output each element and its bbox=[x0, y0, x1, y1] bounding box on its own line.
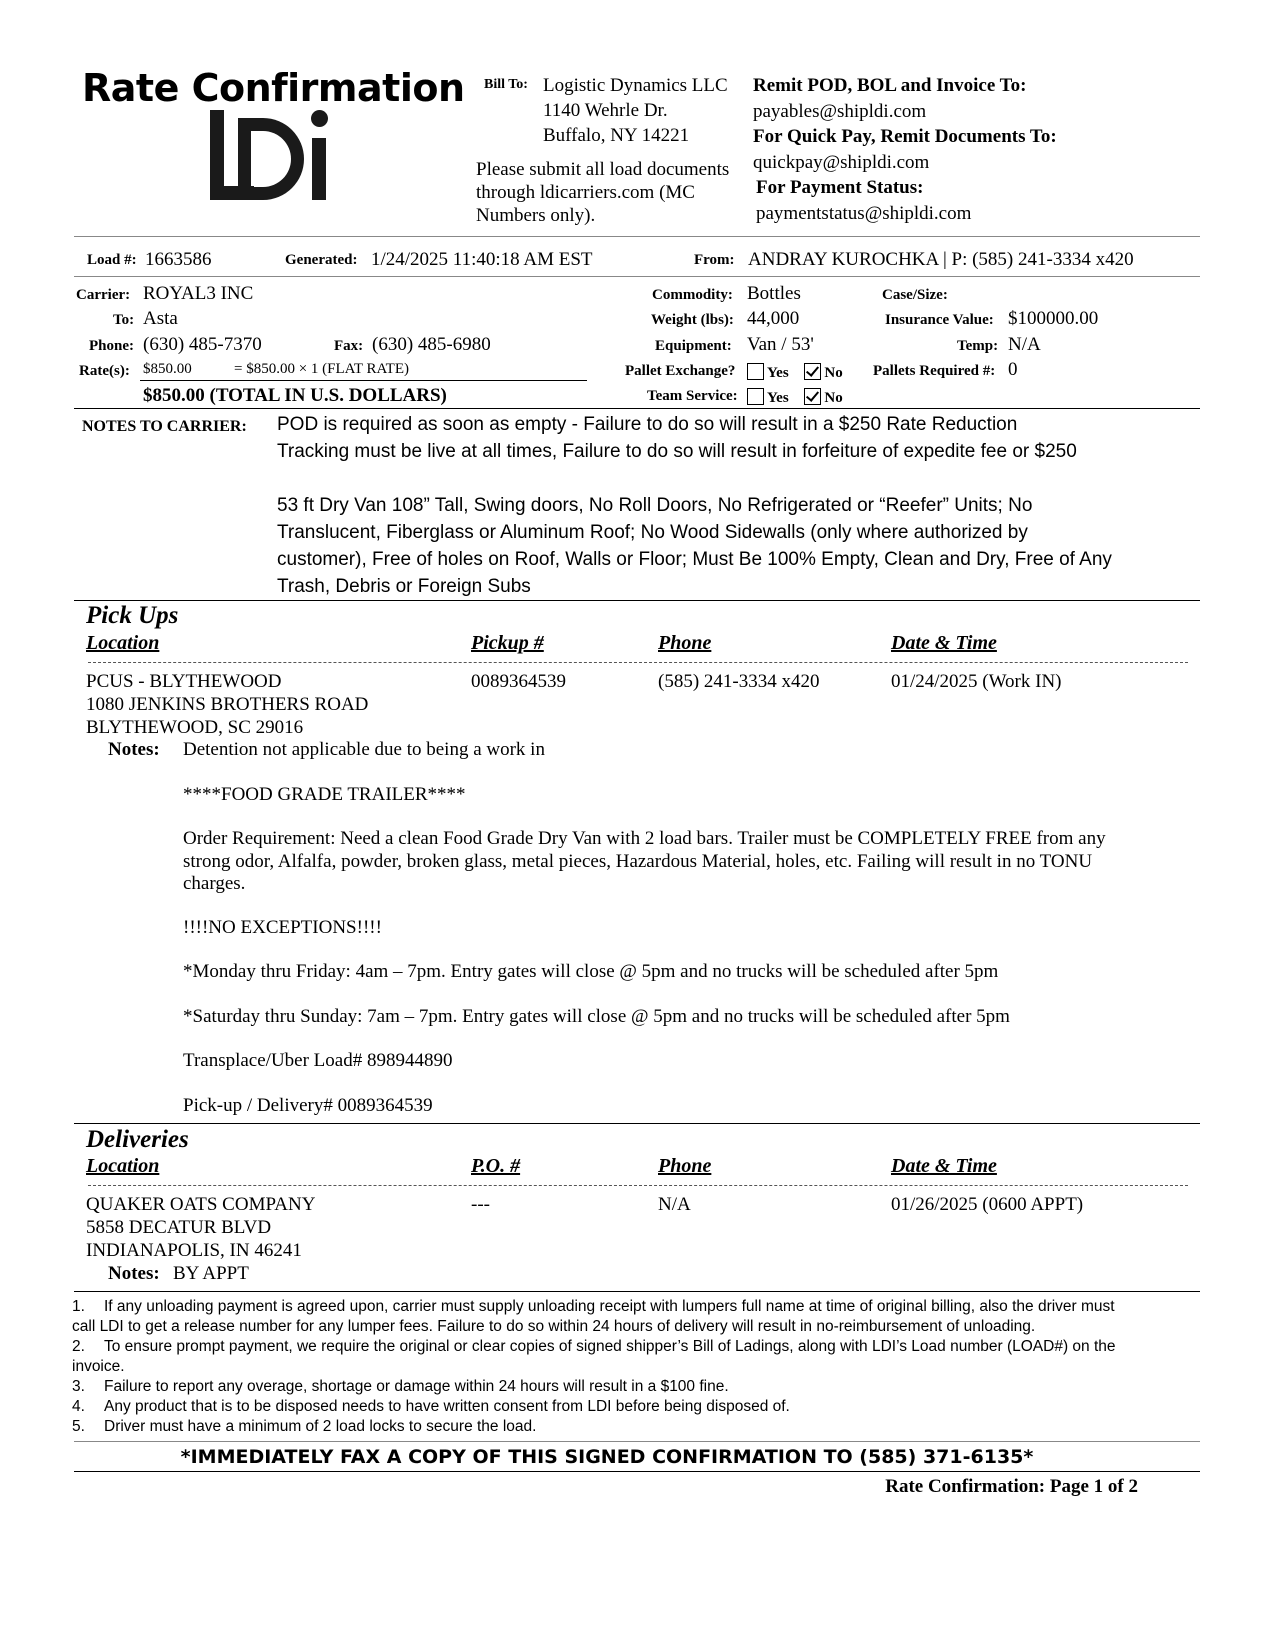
bill-to-line: 1140 Wehrle Dr. bbox=[543, 100, 668, 121]
pickups-divider bbox=[74, 1123, 1200, 1124]
pickup-note: *Monday thru Friday: 4am – 7pm. Entry gates will close @ 5pm and no trucks will be scheduled after 5pm bbox=[183, 961, 999, 982]
pickup-location bbox=[86, 670, 368, 739]
team-service-yes-checkbox[interactable] bbox=[747, 388, 764, 405]
pallet-exchange-yes-checkbox[interactable] bbox=[747, 363, 764, 380]
note-line: 53 ft Dry Van 108” Tall, Swing doors, No Roll Doors, No Refrigerated or “Reefer” Units; No bbox=[277, 495, 1033, 516]
ldi-logo bbox=[210, 110, 340, 202]
case-size-label: Case/Size: bbox=[882, 287, 948, 303]
pickup-note: Pick-up / Delivery# 0089364539 bbox=[183, 1094, 433, 1116]
phone-label: Phone: bbox=[89, 338, 134, 354]
terms-list bbox=[72, 1297, 1140, 1437]
carrier-label: Carrier: bbox=[76, 287, 131, 303]
term-text: To ensure prompt payment, we require the original or clear copies of signed shipper’s Bill of Ladings, along with LDI’s Load number (LOAD#) on the invoice. bbox=[72, 1338, 1116, 1375]
note-line: POD is required as soon as empty - Failure to do so will result in a $250 Rate Reduction bbox=[277, 414, 1018, 435]
to-value: Asta bbox=[143, 308, 178, 329]
bill-to-address bbox=[543, 73, 728, 148]
header-divider bbox=[74, 236, 1200, 237]
term-text: Failure to report any overage, shortage or damage within 24 hours will result in a $100 fine. bbox=[104, 1378, 729, 1395]
term-item bbox=[72, 1297, 1140, 1337]
term-number: 2. bbox=[72, 1338, 85, 1355]
commodity-label: Commodity: bbox=[652, 287, 733, 303]
pickup-note: Detention not applicable due to being a work in bbox=[183, 739, 545, 760]
pickups-col-location: Location bbox=[86, 632, 160, 654]
note-line: Translucent, Fiberglass or Aluminum Roof; No Wood Sidewalls (only where authorized by bbox=[277, 522, 1028, 543]
term-text: Any product that is to be disposed needs to have written consent from LDI before being disposed of. bbox=[104, 1398, 790, 1415]
pallet-exchange-no-checkbox[interactable] bbox=[804, 363, 821, 380]
load-number-label: Load #: bbox=[87, 252, 137, 268]
quickpay-email[interactable]: quickpay@shipldi.com bbox=[753, 151, 930, 173]
terms-divider bbox=[74, 1441, 1200, 1442]
remit-label: Remit POD, BOL and Invoice To: bbox=[753, 75, 1027, 96]
pickup-note: Transplace/Uber Load# 898944890 bbox=[183, 1050, 453, 1071]
delivery-po-number: --- bbox=[471, 1194, 490, 1215]
pickups-header-divider bbox=[88, 662, 1188, 663]
term-item bbox=[72, 1337, 1140, 1377]
submit-note-line: Please submit all load documents bbox=[476, 159, 730, 180]
pickup-location-line: BLYTHEWOOD, SC 29016 bbox=[86, 717, 304, 738]
term-number: 4. bbox=[72, 1398, 85, 1415]
footer-divider bbox=[74, 1471, 1200, 1472]
pallets-required-value: 0 bbox=[1008, 359, 1018, 380]
term-text: If any unloading payment is agreed upon, carrier must supply unloading receipt with lumpers full name at time of original billing, also the driver must call LDI to get a release number for any lumper fees. Failure to do so within 24 hours of delivery will result in no-reimbursement of unloading. bbox=[72, 1298, 1115, 1335]
notes-to-carrier-label: NOTES TO CARRIER: bbox=[82, 418, 247, 435]
no-label: No bbox=[824, 365, 843, 381]
pickup-note: *Saturday thru Sunday: 7am – 7pm. Entry gates will close @ 5pm and no trucks will be scheduled after 5pm bbox=[183, 1005, 1010, 1027]
pickup-location-line: 1080 JENKINS BROTHERS ROAD bbox=[86, 694, 369, 715]
pickup-note: !!!!NO EXCEPTIONS!!!! bbox=[183, 916, 382, 938]
deliveries-col-phone: Phone bbox=[658, 1155, 712, 1177]
to-label: To: bbox=[113, 312, 135, 328]
fax-label: Fax: bbox=[334, 338, 364, 354]
term-number: 3. bbox=[72, 1378, 85, 1395]
equipment-label: Equipment: bbox=[655, 338, 732, 354]
temp-value: N/A bbox=[1008, 334, 1041, 355]
page-number: Rate Confirmation: Page 1 of 2 bbox=[885, 1476, 1138, 1497]
submit-note-line: Numbers only). bbox=[476, 205, 596, 226]
note-line bbox=[277, 465, 1187, 492]
submit-note-line: through ldicarriers.com (MC bbox=[476, 182, 695, 203]
notes-to-carrier-text bbox=[277, 411, 1187, 600]
pickup-number: 0089364539 bbox=[471, 671, 566, 692]
fax-notice: *IMMEDIATELY FAX A COPY OF THIS SIGNED CONFIRMATION TO (585) 371-6135* bbox=[180, 1446, 1034, 1468]
pickup-note: Order Requirement: Need a clean Food Grade Dry Van with 2 load bars. Trailer must be COMPLETELY FREE from any strong odor, Alfalfa, powder, broken glass, metal pieces, Hazardous Material, holes, etc. Failing will result in no TONU charges. bbox=[183, 828, 1106, 894]
rates-underline bbox=[140, 380, 587, 381]
pallets-required-label: Pallets Required #: bbox=[873, 363, 996, 379]
fax-value: (630) 485-6980 bbox=[372, 334, 491, 355]
pickup-note: ****FOOD GRADE TRAILER**** bbox=[183, 783, 466, 805]
load-divider bbox=[74, 276, 1200, 277]
bill-to-line: Logistic Dynamics LLC bbox=[543, 75, 728, 96]
pickup-notes-label: Notes: bbox=[108, 739, 160, 760]
yes-label: Yes bbox=[767, 390, 789, 406]
commodity-value: Bottles bbox=[747, 283, 801, 304]
delivery-location-line: INDIANAPOLIS, IN 46241 bbox=[86, 1240, 302, 1261]
note-line: customer), Free of holes on Roof, Walls or Floor; Must Be 100% Empty, Clean and Dry, Free of Any bbox=[277, 549, 1112, 570]
term-item bbox=[72, 1377, 1140, 1397]
delivery-date-time: 01/26/2025 (0600 APPT) bbox=[891, 1194, 1084, 1215]
rates-formula: = $850.00 × 1 (FLAT RATE) bbox=[234, 361, 409, 377]
rates-label: Rate(s): bbox=[79, 363, 130, 379]
deliveries-header-divider bbox=[88, 1185, 1188, 1186]
pallet-exchange-label: Pallet Exchange? bbox=[625, 363, 736, 379]
load-number: 1663586 bbox=[145, 249, 212, 270]
rates-value: $850.00 bbox=[143, 361, 192, 377]
note-line: Trash, Debris or Foreign Subs bbox=[277, 576, 531, 597]
pickup-notes bbox=[183, 739, 1143, 1117]
bill-to-label: Bill To: bbox=[484, 77, 528, 92]
remit-block bbox=[753, 73, 1057, 226]
term-item bbox=[72, 1397, 1140, 1417]
carrier-value: ROYAL3 INC bbox=[143, 283, 254, 304]
pickups-col-date-time: Date & Time bbox=[891, 632, 997, 654]
bill-to-line: Buffalo, NY 14221 bbox=[543, 125, 690, 146]
pickups-col-pickup-number: Pickup # bbox=[471, 632, 544, 654]
generated-label: Generated: bbox=[285, 252, 358, 268]
deliveries-col-po-number: P.O. # bbox=[471, 1155, 521, 1177]
weight-label: Weight (lbs): bbox=[651, 312, 734, 328]
insurance-value: $100000.00 bbox=[1008, 308, 1099, 329]
payment-status-email[interactable]: paymentstatus@shipldi.com bbox=[756, 202, 972, 224]
yes-label: Yes bbox=[767, 365, 789, 381]
equipment-value: Van / 53' bbox=[747, 334, 814, 355]
deliveries-col-date-time: Date & Time bbox=[891, 1155, 997, 1177]
deliveries-divider bbox=[74, 1291, 1200, 1292]
temp-label: Temp: bbox=[957, 338, 999, 354]
weight-value: 44,000 bbox=[747, 308, 800, 329]
total-amount: $850.00 (TOTAL IN U.S. DOLLARS) bbox=[143, 385, 447, 406]
pallet-exchange-options bbox=[747, 363, 843, 382]
pickup-location-line: PCUS - BLYTHEWOOD bbox=[86, 671, 282, 692]
submit-note bbox=[476, 158, 729, 227]
pickup-phone: (585) 241-3334 x420 bbox=[658, 671, 820, 692]
from-label: From: bbox=[694, 252, 735, 268]
pickup-date-time: 01/24/2025 (Work IN) bbox=[891, 671, 1062, 692]
no-label: No bbox=[824, 390, 843, 406]
quickpay-label: For Quick Pay, Remit Documents To: bbox=[753, 126, 1057, 147]
team-service-label: Team Service: bbox=[647, 388, 738, 404]
team-service-no-checkbox[interactable] bbox=[804, 388, 821, 405]
delivery-location bbox=[86, 1193, 315, 1262]
pickups-title: Pick Ups bbox=[86, 602, 179, 629]
team-service-options bbox=[747, 388, 843, 407]
remit-email[interactable]: payables@shipldi.com bbox=[753, 100, 927, 122]
page-title: Rate Confirmation bbox=[82, 66, 465, 110]
delivery-location-line: QUAKER OATS COMPANY bbox=[86, 1194, 316, 1215]
carrier-divider bbox=[74, 408, 1200, 409]
generated-value: 1/24/2025 11:40:18 AM EST bbox=[371, 249, 593, 270]
term-text: Driver must have a minimum of 2 load locks to secure the load. bbox=[104, 1418, 537, 1435]
term-number: 5. bbox=[72, 1418, 85, 1435]
from-value: ANDRAY KUROCHKA | P: (585) 241-3334 x420 bbox=[748, 249, 1134, 270]
delivery-notes-label: Notes: bbox=[108, 1263, 160, 1284]
payment-status-label: For Payment Status: bbox=[756, 177, 924, 198]
delivery-notes: BY APPT bbox=[173, 1263, 249, 1284]
from-value-clip bbox=[748, 249, 1140, 271]
notes-divider bbox=[74, 600, 1200, 601]
note-line: Tracking must be live at all times, Failure to do so will result in forfeiture of expedite fee or $250 bbox=[277, 441, 1077, 462]
insurance-label: Insurance Value: bbox=[885, 312, 994, 328]
deliveries-title: Deliveries bbox=[86, 1126, 189, 1153]
delivery-location-line: 5858 DECATUR BLVD bbox=[86, 1217, 272, 1238]
term-number: 1. bbox=[72, 1298, 85, 1315]
term-item bbox=[72, 1417, 1140, 1437]
deliveries-col-location: Location bbox=[86, 1155, 160, 1177]
delivery-phone: N/A bbox=[658, 1194, 691, 1215]
pickups-col-phone: Phone bbox=[658, 632, 712, 654]
phone-value: (630) 485-7370 bbox=[143, 334, 262, 355]
